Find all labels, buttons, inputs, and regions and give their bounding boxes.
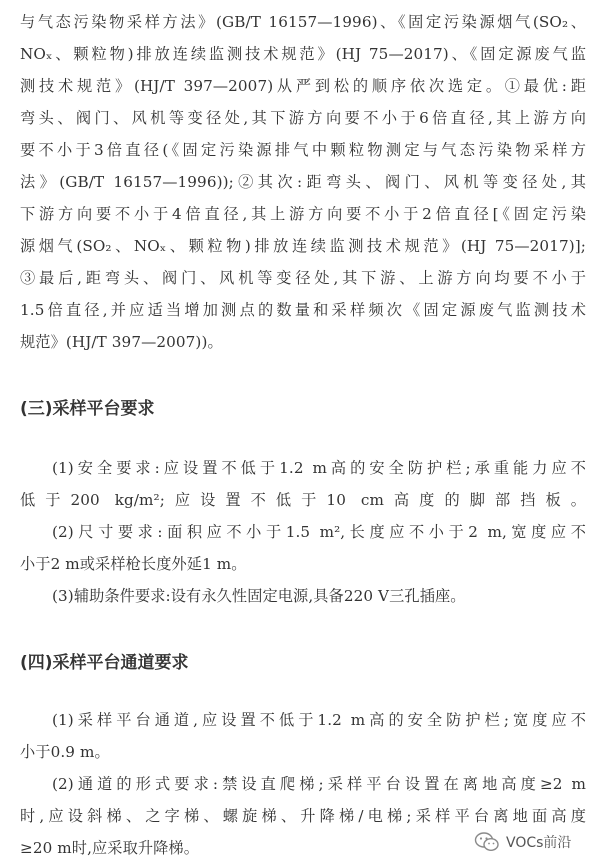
- text-line: (1)安全要求:应设置不低于1.2 m高的安全防护栏;承重能力应不: [52, 459, 586, 477]
- text-line: ≥20 m时,应采取升降梯。: [20, 839, 200, 857]
- wechat-icon: [474, 830, 500, 854]
- text-line: 小于0.9 m。: [20, 743, 110, 761]
- text-line: 与气态污染物采样方法》(GB/T 16157—1996)、《固定污染源烟气(SO₂、: [20, 13, 586, 31]
- text-line: 法》(GB/T 16157—1996));②其次:距弯头、阀门、风机等变径处,其: [20, 173, 586, 191]
- text-line: 源烟气(SO₂、NOₓ、颗粒物)排放连续监测技术规范》(HJ 75—2017)];: [20, 237, 586, 255]
- text-line: 测技术规范》(HJ/T 397—2007)从严到松的顺序依次选定。①最优:距: [20, 77, 586, 95]
- text-line: 要不小于3倍直径(《固定污染源排气中颗粒物测定与气态污染物采样方: [20, 141, 586, 159]
- text-line: 下游方向要不小于4倍直径,其上游方向要不小于2倍直径[《固定污染: [20, 205, 586, 223]
- text-line: (2)通道的形式要求:禁设直爬梯;采样平台设置在离地高度≥2 m: [52, 775, 586, 793]
- section-heading: (三)采样平台要求: [20, 399, 155, 419]
- text-line: NOₓ、颗粒物)排放连续监测技术规范》(HJ 75—2017)、《固定源废气监: [20, 45, 586, 63]
- text-line: 时,应设斜梯、之字梯、螺旋梯、升降梯/电梯;采样平台离地面高度: [20, 807, 586, 825]
- watermark-text: VOCs前沿: [506, 835, 572, 851]
- section-heading: (四)采样平台通道要求: [20, 653, 189, 673]
- text-line: (1)采样平台通道,应设置不低于1.2 m高的安全防护栏;宽度应不: [52, 711, 586, 729]
- text-line: 1.5倍直径,并应适当增加测点的数量和采样频次《固定源废气监测技术: [20, 301, 586, 319]
- text-line: 低于200 kg/m²;应设置不低于10 cm高度的脚部挡板。: [20, 491, 586, 509]
- watermark: [474, 828, 571, 856]
- text-line: (3)辅助条件要求:设有永久性固定电源,具备220 V三孔插座。: [52, 587, 466, 605]
- text-line: 弯头、阀门、风机等变径处,其下游方向要不小于6倍直径,其上游方向: [20, 109, 586, 127]
- text-line: 规范》(HJ/T 397—2007))。: [20, 333, 223, 351]
- text-line: (2)尺寸要求:面积应不小于1.5 m²,长度应不小于2 m,宽度应不: [52, 523, 586, 541]
- text-line: ③最后,距弯头、阀门、风机等变径处,其下游、上游方向均要不小于: [20, 269, 586, 287]
- text-line: 小于2 m或采样枪长度外延1 m。: [20, 555, 247, 573]
